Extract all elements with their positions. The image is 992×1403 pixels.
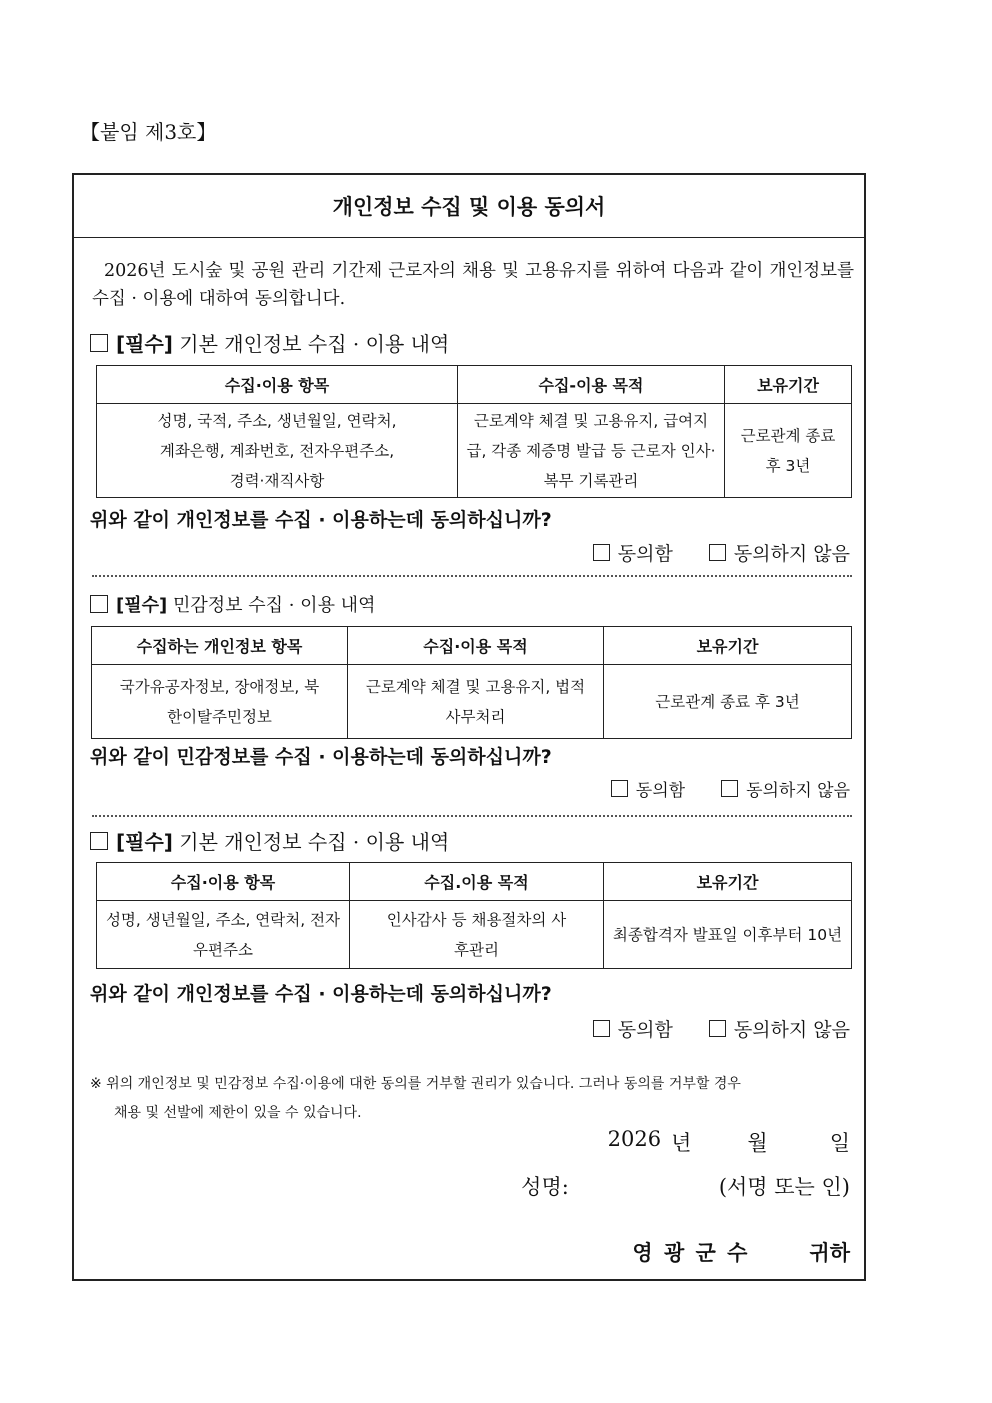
recipient-suffix: 귀하 <box>809 1241 850 1265</box>
notice-line: 채용 및 선발에 제한이 있을 수 있습니다. <box>114 1105 362 1121</box>
date-line <box>608 1127 850 1157</box>
section-3-disagree-option[interactable] <box>709 1015 850 1042</box>
signature-hint: (서명 또는 인) <box>718 1175 850 1199</box>
table-header: 수집.이용 목적 <box>350 863 604 901</box>
disagree-checkbox[interactable] <box>721 780 738 797</box>
section-1-heading <box>90 328 449 357</box>
table-header: 수집하는 개인정보 항목 <box>92 627 348 665</box>
form-title: 개인정보 수집 및 이용 동의서 <box>74 175 864 238</box>
section-1-agree-option[interactable] <box>593 539 673 566</box>
table-cell: 최종합격자 발표일 이후부터 10년 <box>604 901 852 969</box>
recipient-line <box>632 1237 850 1267</box>
agree-checkbox[interactable] <box>593 1020 610 1037</box>
section-3-checkbox[interactable] <box>90 832 108 850</box>
intro-paragraph: 2026년 도시숲 및 공원 관리 기간제 근로자의 채용 및 고용유지를 위하여 다음과 같이 개인정보를 수집 · 이용에 대하여 동의합니다. <box>92 261 854 309</box>
refusal-notice <box>90 1070 854 1128</box>
disagree-checkbox[interactable] <box>709 1020 726 1037</box>
table-cell: 성명, 생년월일, 주소, 연락처, 전자우편주소 <box>97 901 350 969</box>
section-2-question: 위와 같이 민감정보를 수집 · 이용하는데 동의하십니까? <box>90 746 552 768</box>
table-row <box>97 901 852 969</box>
section-1-disagree-option[interactable] <box>709 539 850 566</box>
table-header: 수집·이용 목적 <box>348 627 604 665</box>
table-row <box>92 665 852 739</box>
date-year: 2026 <box>607 1127 662 1151</box>
table-cell: 성명, 국적, 주소, 생년월일, 연락처, 계좌은행, 계좌번호, 전자우편주소, 경력·재직사항 <box>97 404 458 498</box>
section-3-options <box>593 1015 850 1042</box>
section-2-checkbox[interactable] <box>90 595 108 613</box>
section-2-heading <box>90 591 375 617</box>
notice-line: ※ 위의 개인정보 및 민감정보 수집·이용에 대한 동의를 거부할 권리가 있습니다. 그러나 동의를 거부할 경우 <box>90 1076 741 1092</box>
divider <box>92 575 852 577</box>
section-3-table <box>96 862 852 969</box>
section-2-options <box>611 776 850 801</box>
section-1-options <box>593 539 850 566</box>
agree-label: 동의함 <box>635 781 686 801</box>
table-cell: 인사감사 등 채용절차의 사후관리 <box>350 901 604 969</box>
table-row <box>97 404 852 498</box>
section-3-heading <box>90 826 449 855</box>
section-2-table <box>91 626 852 739</box>
table-cell: 국가유공자정보, 장애정보, 북한이탈주민정보 <box>92 665 348 739</box>
section-2-required: [필수] <box>116 595 168 616</box>
table-header: 수집·이용 항목 <box>97 863 350 901</box>
date-day-unit: 일 <box>829 1131 850 1155</box>
disagree-label: 동의하지 않음 <box>733 543 850 565</box>
section-1-title: 기본 개인정보 수집 · 이용 내역 <box>179 332 450 356</box>
section-1-question: 위와 같이 개인정보를 수집 · 이용하는데 동의하십니까? <box>90 509 552 531</box>
section-3-question: 위와 같이 개인정보를 수집 · 이용하는데 동의하십니까? <box>90 983 552 1005</box>
disagree-checkbox[interactable] <box>709 544 726 561</box>
table-cell: 근로계약 체결 및 고용유지, 법적사무처리 <box>348 665 604 739</box>
section-2-title: 민감정보 수집 · 이용 내역 <box>172 595 376 616</box>
table-cell: 근로관계 종료 후 3년 <box>604 665 852 739</box>
agree-label: 동의함 <box>617 543 673 565</box>
disagree-label: 동의하지 않음 <box>733 1019 850 1041</box>
section-3-required: [필수] <box>116 830 173 854</box>
section-1-required: [필수] <box>116 332 173 356</box>
divider <box>92 815 852 817</box>
disagree-label: 동의하지 않음 <box>746 781 850 801</box>
table-header: 수집·이용 항목 <box>97 366 458 404</box>
date-month-unit: 월 <box>747 1131 768 1155</box>
signature-label: 성명: <box>521 1175 569 1199</box>
date-year-unit: 년 <box>671 1131 692 1155</box>
agree-checkbox[interactable] <box>611 780 628 797</box>
table-header: 수집-이용 목적 <box>458 366 725 404</box>
section-1-checkbox[interactable] <box>90 334 108 352</box>
recipient-name: 영 광 군 수 <box>632 1241 750 1265</box>
agree-label: 동의함 <box>617 1019 673 1041</box>
table-header: 보유기간 <box>725 366 852 404</box>
table-cell: 근로관계 종료 후 3년 <box>725 404 852 498</box>
section-1-table <box>96 365 852 498</box>
section-2-agree-option[interactable] <box>611 776 685 801</box>
attachment-label: 【붙임 제3호】 <box>80 120 217 144</box>
section-2-disagree-option[interactable] <box>721 776 850 801</box>
table-header: 보유기간 <box>604 863 852 901</box>
section-3-title: 기본 개인정보 수집 · 이용 내역 <box>179 830 450 854</box>
consent-form <box>72 173 866 1281</box>
signature-line <box>521 1171 850 1201</box>
section-3-agree-option[interactable] <box>593 1015 673 1042</box>
agree-checkbox[interactable] <box>593 544 610 561</box>
table-header: 보유기간 <box>604 627 852 665</box>
table-cell: 근로계약 체결 및 고용유지, 급여지급, 각종 제증명 발급 등 근로자 인사·복무 기록관리 <box>458 404 725 498</box>
